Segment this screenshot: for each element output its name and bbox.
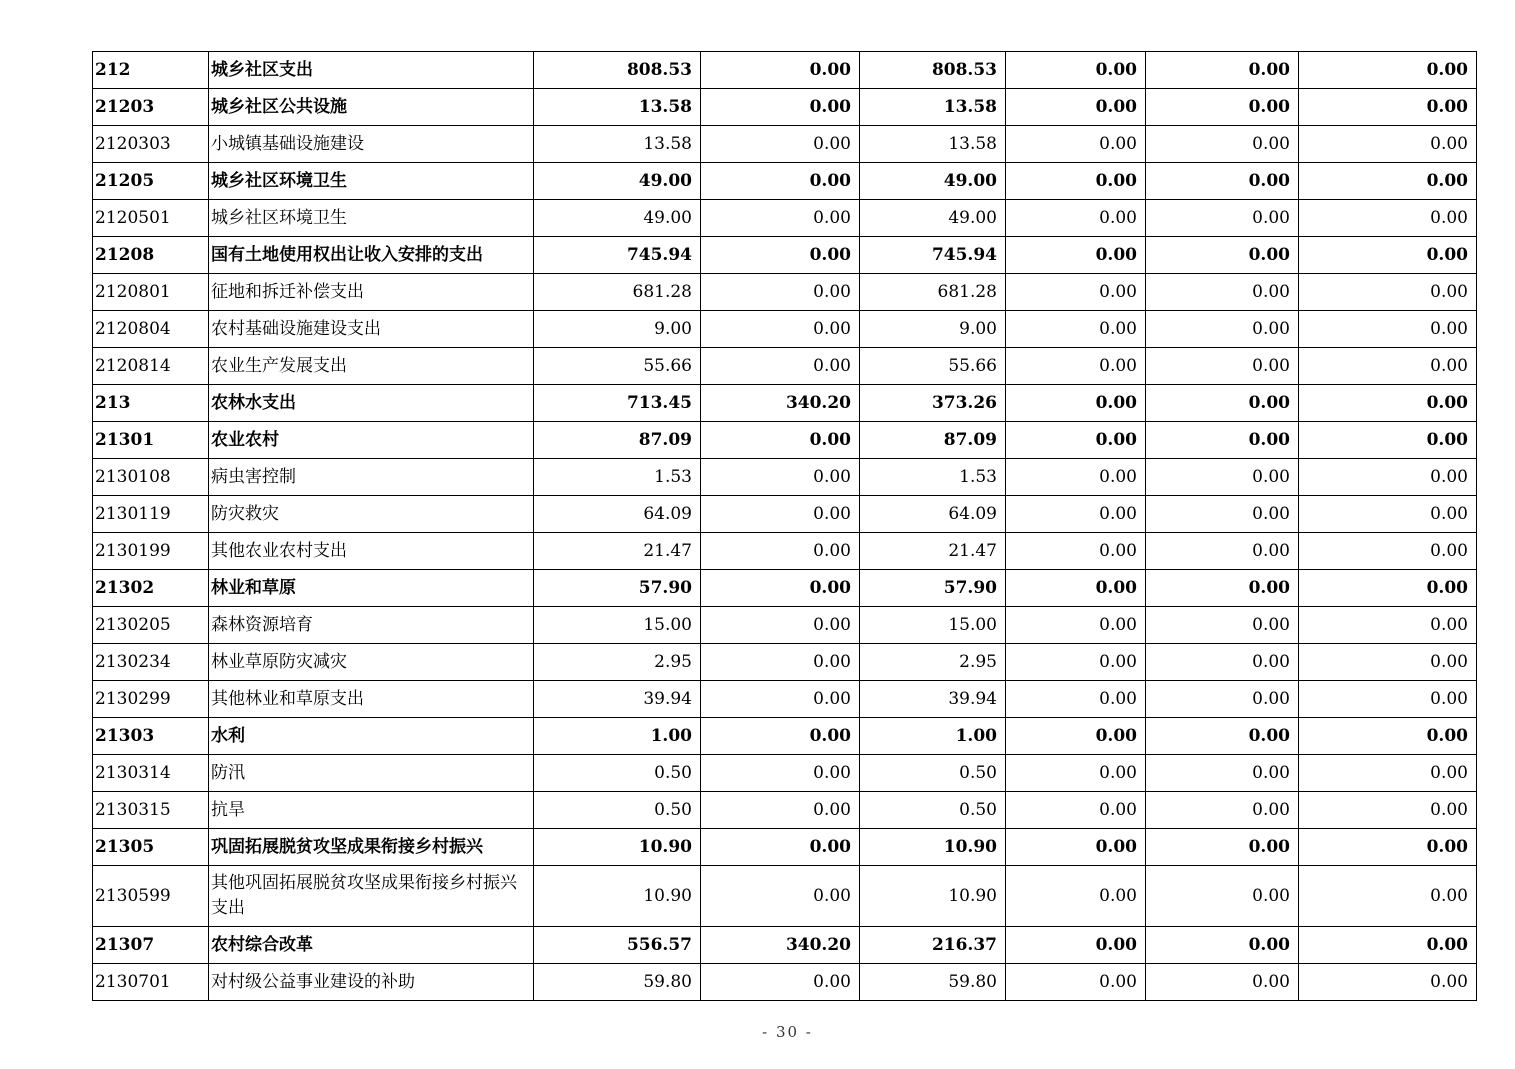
subject-code-cell: 2120804	[93, 311, 209, 348]
project-expenditure-cell: 21.47	[860, 533, 1006, 570]
project-expenditure-cell: 0.50	[860, 792, 1006, 829]
total-cell: 49.00	[534, 163, 701, 200]
value-cell-4: 0.00	[1006, 681, 1146, 718]
basic-expenditure-cell: 0.00	[701, 792, 860, 829]
table-row	[93, 792, 1477, 829]
value-cell-6: 0.00	[1299, 126, 1477, 163]
value-cell-6: 0.00	[1299, 274, 1477, 311]
table-row	[93, 829, 1477, 866]
subject-code-cell: 2130315	[93, 792, 209, 829]
value-cell-6: 0.00	[1299, 607, 1477, 644]
basic-expenditure-cell: 340.20	[701, 927, 860, 964]
subject-name-cell: 农林水支出	[209, 385, 534, 422]
table-row	[93, 718, 1477, 755]
total-cell: 57.90	[534, 570, 701, 607]
value-cell-4: 0.00	[1006, 866, 1146, 927]
project-expenditure-cell: 87.09	[860, 422, 1006, 459]
basic-expenditure-cell: 0.00	[701, 533, 860, 570]
value-cell-6: 0.00	[1299, 681, 1477, 718]
value-cell-4: 0.00	[1006, 607, 1146, 644]
basic-expenditure-cell: 0.00	[701, 681, 860, 718]
value-cell-6: 0.00	[1299, 533, 1477, 570]
basic-expenditure-cell: 0.00	[701, 89, 860, 126]
total-cell: 1.00	[534, 718, 701, 755]
total-cell: 15.00	[534, 607, 701, 644]
value-cell-6: 0.00	[1299, 496, 1477, 533]
basic-expenditure-cell: 0.00	[701, 274, 860, 311]
table-row	[93, 964, 1477, 1001]
value-cell-6: 0.00	[1299, 644, 1477, 681]
subject-name-cell: 征地和拆迁补偿支出	[209, 274, 534, 311]
value-cell-4: 0.00	[1006, 459, 1146, 496]
value-cell-5: 0.00	[1146, 52, 1299, 89]
basic-expenditure-cell: 0.00	[701, 718, 860, 755]
subject-code-cell: 213	[93, 385, 209, 422]
project-expenditure-cell: 10.90	[860, 866, 1006, 927]
subject-code-cell: 2130234	[93, 644, 209, 681]
value-cell-5: 0.00	[1146, 311, 1299, 348]
project-expenditure-cell: 9.00	[860, 311, 1006, 348]
value-cell-6: 0.00	[1299, 311, 1477, 348]
value-cell-6: 0.00	[1299, 163, 1477, 200]
subject-name-cell: 农业农村	[209, 422, 534, 459]
value-cell-4: 0.00	[1006, 126, 1146, 163]
subject-code-cell: 21205	[93, 163, 209, 200]
project-expenditure-cell: 55.66	[860, 348, 1006, 385]
subject-name-cell: 城乡社区环境卫生	[209, 163, 534, 200]
basic-expenditure-cell: 0.00	[701, 570, 860, 607]
total-cell: 64.09	[534, 496, 701, 533]
subject-code-cell: 2120801	[93, 274, 209, 311]
value-cell-4: 0.00	[1006, 311, 1146, 348]
subject-code-cell: 21307	[93, 927, 209, 964]
value-cell-4: 0.00	[1006, 385, 1146, 422]
value-cell-6: 0.00	[1299, 52, 1477, 89]
total-cell: 808.53	[534, 52, 701, 89]
total-cell: 13.58	[534, 89, 701, 126]
value-cell-5: 0.00	[1146, 792, 1299, 829]
basic-expenditure-cell: 0.00	[701, 237, 860, 274]
total-cell: 10.90	[534, 829, 701, 866]
project-expenditure-cell: 59.80	[860, 964, 1006, 1001]
value-cell-4: 0.00	[1006, 792, 1146, 829]
basic-expenditure-cell: 0.00	[701, 348, 860, 385]
value-cell-4: 0.00	[1006, 755, 1146, 792]
value-cell-4: 0.00	[1006, 718, 1146, 755]
table-row	[93, 866, 1477, 927]
subject-name-cell: 病虫害控制	[209, 459, 534, 496]
project-expenditure-cell: 13.58	[860, 126, 1006, 163]
subject-code-cell: 21302	[93, 570, 209, 607]
subject-name-cell: 水利	[209, 718, 534, 755]
value-cell-5: 0.00	[1146, 927, 1299, 964]
subject-name-cell: 城乡社区环境卫生	[209, 200, 534, 237]
project-expenditure-cell: 13.58	[860, 89, 1006, 126]
value-cell-5: 0.00	[1146, 496, 1299, 533]
value-cell-5: 0.00	[1146, 89, 1299, 126]
project-expenditure-cell: 49.00	[860, 163, 1006, 200]
value-cell-4: 0.00	[1006, 829, 1146, 866]
project-expenditure-cell: 808.53	[860, 52, 1006, 89]
value-cell-5: 0.00	[1146, 644, 1299, 681]
project-expenditure-cell: 49.00	[860, 200, 1006, 237]
value-cell-5: 0.00	[1146, 829, 1299, 866]
subject-code-cell: 2130119	[93, 496, 209, 533]
value-cell-5: 0.00	[1146, 422, 1299, 459]
project-expenditure-cell: 39.94	[860, 681, 1006, 718]
basic-expenditure-cell: 0.00	[701, 163, 860, 200]
value-cell-5: 0.00	[1146, 348, 1299, 385]
subject-name-cell: 其他农业农村支出	[209, 533, 534, 570]
value-cell-6: 0.00	[1299, 200, 1477, 237]
subject-code-cell: 21305	[93, 829, 209, 866]
value-cell-4: 0.00	[1006, 89, 1146, 126]
subject-name-cell: 防灾救灾	[209, 496, 534, 533]
value-cell-5: 0.00	[1146, 755, 1299, 792]
table-row	[93, 89, 1477, 126]
budget-sheet	[92, 51, 1476, 1001]
subject-code-cell: 21208	[93, 237, 209, 274]
subject-name-cell: 其他林业和草原支出	[209, 681, 534, 718]
subject-code-cell: 2130199	[93, 533, 209, 570]
value-cell-4: 0.00	[1006, 237, 1146, 274]
table-row	[93, 126, 1477, 163]
value-cell-4: 0.00	[1006, 927, 1146, 964]
subject-code-cell: 2130314	[93, 755, 209, 792]
subject-name-cell: 小城镇基础设施建设	[209, 126, 534, 163]
subject-code-cell: 2120303	[93, 126, 209, 163]
basic-expenditure-cell: 0.00	[701, 755, 860, 792]
value-cell-6: 0.00	[1299, 718, 1477, 755]
project-expenditure-cell: 1.53	[860, 459, 1006, 496]
subject-code-cell: 21301	[93, 422, 209, 459]
value-cell-4: 0.00	[1006, 274, 1146, 311]
basic-expenditure-cell: 0.00	[701, 311, 860, 348]
table-row	[93, 348, 1477, 385]
subject-name-cell: 城乡社区支出	[209, 52, 534, 89]
value-cell-4: 0.00	[1006, 52, 1146, 89]
subject-code-cell: 21303	[93, 718, 209, 755]
value-cell-6: 0.00	[1299, 385, 1477, 422]
value-cell-4: 0.00	[1006, 533, 1146, 570]
value-cell-5: 0.00	[1146, 681, 1299, 718]
total-cell: 49.00	[534, 200, 701, 237]
value-cell-5: 0.00	[1146, 570, 1299, 607]
project-expenditure-cell: 64.09	[860, 496, 1006, 533]
value-cell-5: 0.00	[1146, 607, 1299, 644]
subject-name-cell: 巩固拓展脱贫攻坚成果衔接乡村振兴	[209, 829, 534, 866]
value-cell-4: 0.00	[1006, 570, 1146, 607]
value-cell-6: 0.00	[1299, 755, 1477, 792]
table-row	[93, 755, 1477, 792]
total-cell: 0.50	[534, 792, 701, 829]
value-cell-6: 0.00	[1299, 927, 1477, 964]
value-cell-5: 0.00	[1146, 718, 1299, 755]
table-row	[93, 644, 1477, 681]
subject-code-cell: 212	[93, 52, 209, 89]
total-cell: 87.09	[534, 422, 701, 459]
total-cell: 556.57	[534, 927, 701, 964]
value-cell-4: 0.00	[1006, 200, 1146, 237]
table-row	[93, 533, 1477, 570]
table-row	[93, 311, 1477, 348]
value-cell-5: 0.00	[1146, 200, 1299, 237]
subject-name-cell: 林业草原防灾减灾	[209, 644, 534, 681]
project-expenditure-cell: 2.95	[860, 644, 1006, 681]
subject-name-cell: 城乡社区公共设施	[209, 89, 534, 126]
project-expenditure-cell: 1.00	[860, 718, 1006, 755]
table-row	[93, 237, 1477, 274]
total-cell: 59.80	[534, 964, 701, 1001]
value-cell-4: 0.00	[1006, 348, 1146, 385]
value-cell-5: 0.00	[1146, 533, 1299, 570]
subject-name-cell: 抗旱	[209, 792, 534, 829]
basic-expenditure-cell: 0.00	[701, 866, 860, 927]
value-cell-6: 0.00	[1299, 348, 1477, 385]
total-cell: 0.50	[534, 755, 701, 792]
total-cell: 681.28	[534, 274, 701, 311]
project-expenditure-cell: 216.37	[860, 927, 1006, 964]
value-cell-5: 0.00	[1146, 126, 1299, 163]
value-cell-6: 0.00	[1299, 237, 1477, 274]
total-cell: 9.00	[534, 311, 701, 348]
table-row	[93, 570, 1477, 607]
table-row	[93, 385, 1477, 422]
total-cell: 21.47	[534, 533, 701, 570]
subject-name-cell: 国有土地使用权出让收入安排的支出	[209, 237, 534, 274]
table-row	[93, 52, 1477, 89]
total-cell: 39.94	[534, 681, 701, 718]
basic-expenditure-cell: 0.00	[701, 829, 860, 866]
basic-expenditure-cell: 0.00	[701, 52, 860, 89]
subject-name-cell: 其他巩固拓展脱贫攻坚成果衔接乡村振兴支出	[209, 866, 534, 927]
basic-expenditure-cell: 0.00	[701, 459, 860, 496]
subject-name-cell: 农村综合改革	[209, 927, 534, 964]
value-cell-5: 0.00	[1146, 866, 1299, 927]
basic-expenditure-cell: 0.00	[701, 964, 860, 1001]
page-number: - 30 -	[762, 1023, 813, 1041]
subject-code-cell: 2130701	[93, 964, 209, 1001]
project-expenditure-cell: 15.00	[860, 607, 1006, 644]
value-cell-4: 0.00	[1006, 496, 1146, 533]
project-expenditure-cell: 0.50	[860, 755, 1006, 792]
subject-name-cell: 对村级公益事业建设的补助	[209, 964, 534, 1001]
value-cell-6: 0.00	[1299, 459, 1477, 496]
project-expenditure-cell: 745.94	[860, 237, 1006, 274]
table-row	[93, 422, 1477, 459]
table-row	[93, 496, 1477, 533]
project-expenditure-cell: 681.28	[860, 274, 1006, 311]
project-expenditure-cell: 10.90	[860, 829, 1006, 866]
value-cell-6: 0.00	[1299, 964, 1477, 1001]
budget-table	[92, 51, 1477, 1001]
value-cell-5: 0.00	[1146, 385, 1299, 422]
basic-expenditure-cell: 340.20	[701, 385, 860, 422]
project-expenditure-cell: 57.90	[860, 570, 1006, 607]
subject-code-cell: 2130599	[93, 866, 209, 927]
subject-name-cell: 农业生产发展支出	[209, 348, 534, 385]
total-cell: 2.95	[534, 644, 701, 681]
subject-code-cell: 2120501	[93, 200, 209, 237]
subject-name-cell: 防汛	[209, 755, 534, 792]
basic-expenditure-cell: 0.00	[701, 496, 860, 533]
value-cell-5: 0.00	[1146, 163, 1299, 200]
subject-name-cell: 农村基础设施建设支出	[209, 311, 534, 348]
value-cell-6: 0.00	[1299, 570, 1477, 607]
value-cell-6: 0.00	[1299, 89, 1477, 126]
total-cell: 713.45	[534, 385, 701, 422]
value-cell-6: 0.00	[1299, 866, 1477, 927]
basic-expenditure-cell: 0.00	[701, 126, 860, 163]
project-expenditure-cell: 373.26	[860, 385, 1006, 422]
total-cell: 1.53	[534, 459, 701, 496]
basic-expenditure-cell: 0.00	[701, 644, 860, 681]
basic-expenditure-cell: 0.00	[701, 422, 860, 459]
subject-name-cell: 森林资源培育	[209, 607, 534, 644]
value-cell-5: 0.00	[1146, 237, 1299, 274]
basic-expenditure-cell: 0.00	[701, 200, 860, 237]
table-row	[93, 163, 1477, 200]
subject-code-cell: 2130299	[93, 681, 209, 718]
subject-code-cell: 2120814	[93, 348, 209, 385]
value-cell-4: 0.00	[1006, 644, 1146, 681]
table-row	[93, 274, 1477, 311]
value-cell-6: 0.00	[1299, 422, 1477, 459]
table-row	[93, 681, 1477, 718]
value-cell-6: 0.00	[1299, 829, 1477, 866]
total-cell: 10.90	[534, 866, 701, 927]
table-row	[93, 200, 1477, 237]
value-cell-5: 0.00	[1146, 964, 1299, 1001]
table-row	[93, 607, 1477, 644]
basic-expenditure-cell: 0.00	[701, 607, 860, 644]
value-cell-5: 0.00	[1146, 459, 1299, 496]
value-cell-5: 0.00	[1146, 274, 1299, 311]
total-cell: 55.66	[534, 348, 701, 385]
value-cell-4: 0.00	[1006, 163, 1146, 200]
subject-code-cell: 2130205	[93, 607, 209, 644]
subject-code-cell: 21203	[93, 89, 209, 126]
subject-code-cell: 2130108	[93, 459, 209, 496]
value-cell-6: 0.00	[1299, 792, 1477, 829]
table-row	[93, 927, 1477, 964]
table-row	[93, 459, 1477, 496]
table-body	[93, 52, 1477, 1001]
total-cell: 13.58	[534, 126, 701, 163]
value-cell-4: 0.00	[1006, 964, 1146, 1001]
value-cell-4: 0.00	[1006, 422, 1146, 459]
total-cell: 745.94	[534, 237, 701, 274]
subject-name-cell: 林业和草原	[209, 570, 534, 607]
